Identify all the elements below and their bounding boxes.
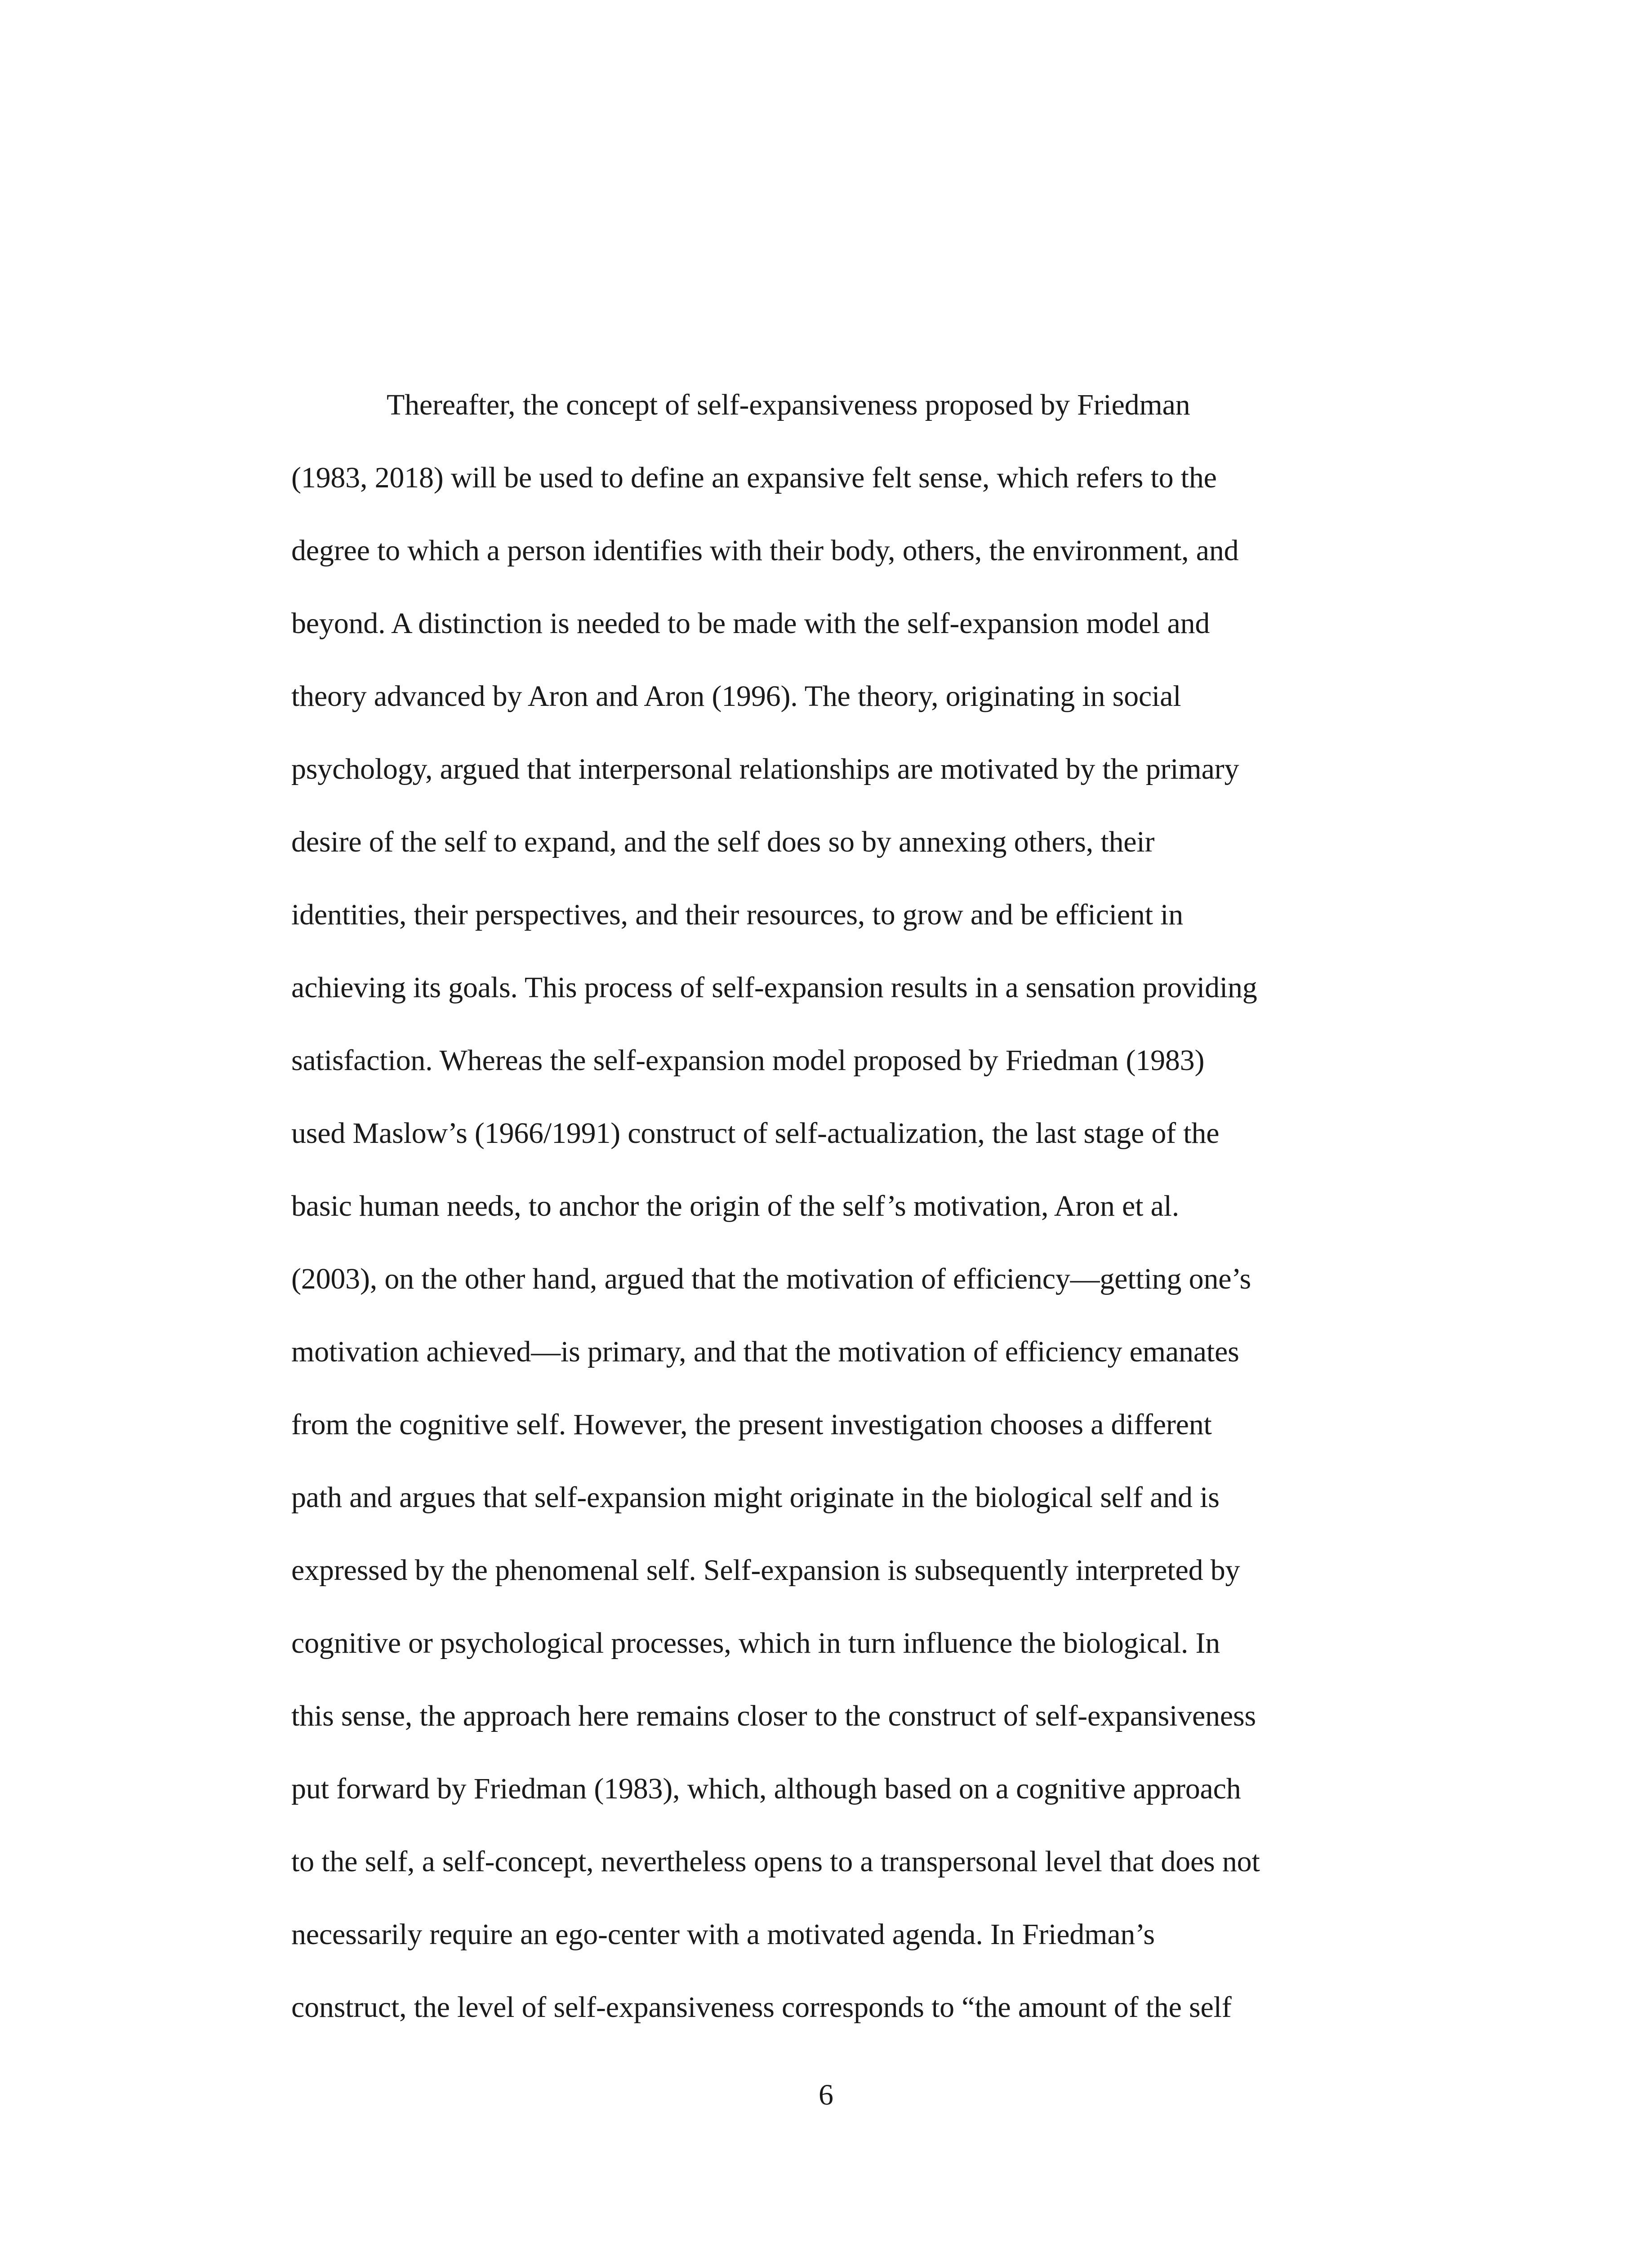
text-line: (2003), on the other hand, argued that the motivation of efficiency—getting one’s (291, 1262, 1251, 1295)
text-line: path and argues that self-expansion might originate in the biological self and is (291, 1481, 1220, 1514)
text-line: to the self, a self-concept, nevertheless opens to a transpersonal level that does not (291, 1845, 1260, 1878)
text-line: desire of the self to expand, and the self does so by annexing others, their (291, 825, 1155, 858)
text-line: degree to which a person identifies with their body, others, the environment, and (291, 534, 1239, 567)
page-number: 6 (819, 2079, 833, 2111)
body-paragraph (291, 369, 1357, 2044)
text-line: beyond. A distinction is needed to be made with the self-expansion model and (291, 607, 1210, 640)
text-line: theory advanced by Aron and Aron (1996). The theory, originating in social (291, 680, 1181, 713)
text-line: expressed by the phenomenal self. Self-expansion is subsequently interpreted by (291, 1554, 1240, 1587)
text-line: put forward by Friedman (1983), which, although based on a cognitive approach (291, 1772, 1241, 1805)
text-line: necessarily require an ego-center with a motivated agenda. In Friedman’s (291, 1918, 1155, 1951)
text-line: used Maslow’s (1966/1991) construct of self-actualization, the last stage of the (291, 1117, 1220, 1150)
text-line: cognitive or psychological processes, which in turn influence the biological. In (291, 1627, 1220, 1659)
text-line: satisfaction. Whereas the self-expansion model proposed by Friedman (1983) (291, 1044, 1205, 1077)
text-line: identities, their perspectives, and their resources, to grow and be efficient in (291, 898, 1184, 931)
text-line: this sense, the approach here remains closer to the construct of self-expansiveness (291, 1699, 1256, 1732)
text-line: (1983, 2018) will be used to define an expansive felt sense, which refers to the (291, 461, 1217, 494)
text-line: Thereafter, the concept of self-expansiveness proposed by Friedman (387, 388, 1190, 421)
text-line: basic human needs, to anchor the origin of the self’s motivation, Aron et al. (291, 1190, 1180, 1222)
text-line: motivation achieved—is primary, and that the motivation of efficiency emanates (291, 1335, 1239, 1368)
text-line: construct, the level of self-expansiveness corresponds to “the amount of the self (291, 1991, 1232, 2024)
text-line: psychology, argued that interpersonal relationships are motivated by the primary (291, 753, 1239, 785)
text-line: from the cognitive self. However, the present investigation chooses a different (291, 1408, 1212, 1441)
text-line: achieving its goals. This process of self-expansion results in a sensation providing (291, 971, 1257, 1004)
